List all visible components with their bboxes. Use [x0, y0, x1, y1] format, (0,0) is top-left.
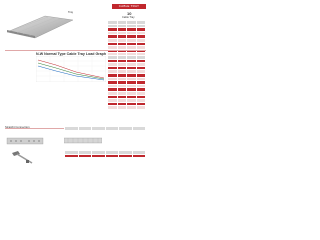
- cable-tray-image: [5, 12, 75, 40]
- load-graph: [36, 56, 106, 82]
- chart-title: N-W Normal Type Cable Tray Load Graph: [36, 52, 107, 56]
- bolt-image: [8, 150, 38, 166]
- spec-sub: Cable Tray: [122, 16, 135, 19]
- section-tag: CABLE TRAY: [112, 4, 146, 9]
- accessory-table: [64, 150, 146, 165]
- spec-label: 10: [127, 11, 132, 16]
- load-table: [107, 55, 146, 110]
- product-note: Tray: [68, 11, 74, 14]
- connector-side-image: [64, 134, 102, 148]
- accessory-table-top: [64, 126, 146, 131]
- connector-plate-image: [6, 135, 44, 147]
- accessories-title: Straight Connection: [5, 125, 30, 129]
